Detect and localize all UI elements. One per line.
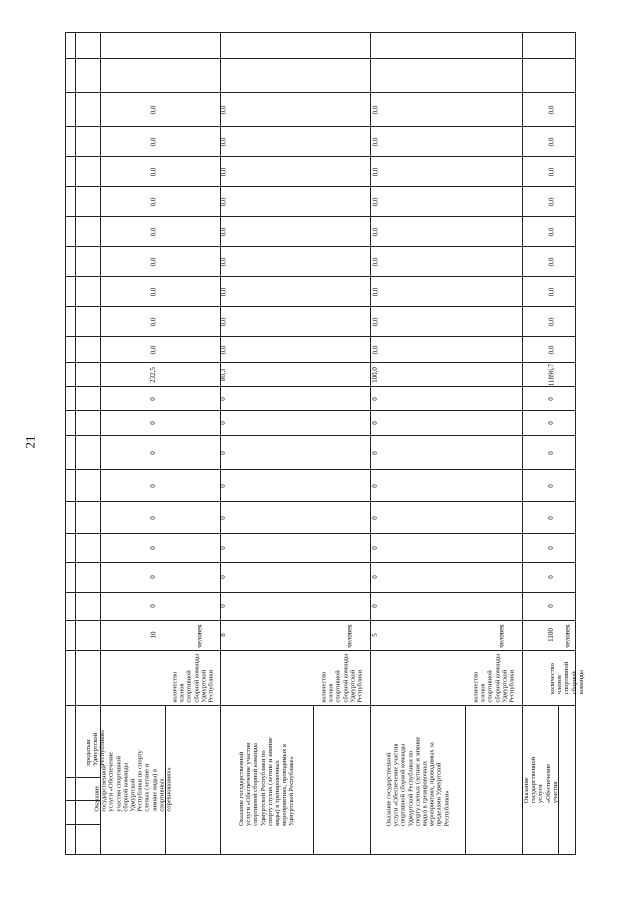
value-text: 0 <box>219 421 227 425</box>
value-text: 0 <box>149 421 157 425</box>
value-text: 0,0 <box>149 345 157 354</box>
unit-text: человек <box>346 624 354 648</box>
value-cell <box>367 157 383 186</box>
value-text: 0 <box>149 515 157 520</box>
continuation-text: предатыи Удмуртской Республики» <box>85 730 107 766</box>
value-cell <box>543 621 559 649</box>
value-cell <box>215 387 231 410</box>
value-text: 0 <box>547 396 555 401</box>
value-cell <box>215 363 231 386</box>
value-cell <box>145 307 161 336</box>
value-cell <box>543 534 559 562</box>
value-text: 0 <box>547 421 555 425</box>
value-cell <box>145 127 161 156</box>
value-text: 0 <box>371 396 379 401</box>
value-cell <box>367 217 383 246</box>
value-cell <box>543 307 559 336</box>
value-text: 0,0 <box>547 105 555 114</box>
value-cell <box>367 127 383 156</box>
value-cell <box>367 307 383 336</box>
grid-line <box>65 620 576 621</box>
value-text: 0,0 <box>371 257 379 266</box>
value-text: 0,0 <box>547 197 555 206</box>
value-cell <box>215 157 231 186</box>
page-number: 21 <box>22 435 38 449</box>
value-text: 0,0 <box>219 105 227 114</box>
value-cell <box>145 337 161 362</box>
value-text: 0,0 <box>219 167 227 176</box>
value-text: 0 <box>547 483 555 488</box>
value-cell <box>145 621 161 649</box>
value-cell <box>145 277 161 306</box>
value-cell <box>543 217 559 246</box>
grid-line <box>522 32 523 855</box>
value-cell <box>215 93 231 126</box>
grid-line <box>65 705 576 706</box>
grid-line <box>65 469 576 470</box>
value-cell <box>367 502 383 533</box>
value-cell <box>145 534 161 562</box>
value-text: 0,0 <box>219 287 227 296</box>
value-cell <box>543 247 559 276</box>
value-text: 0 <box>371 575 379 579</box>
value-text: 0,0 <box>371 167 379 176</box>
value-text: 0 <box>219 450 227 455</box>
value-cell <box>145 93 161 126</box>
value-cell <box>145 157 161 186</box>
value-cell <box>367 337 383 362</box>
indicator-text: количество членов спортивной сборной команды Удмуртской Республики <box>319 654 363 703</box>
value-text: 0 <box>219 515 227 520</box>
grid-line <box>465 705 466 855</box>
grid-line <box>65 362 576 363</box>
unit-cell <box>442 622 522 650</box>
value-text: 80,3 <box>219 368 227 381</box>
indicator-text: количество членов спортивной сборной команды Удмуртской Республики <box>471 654 515 703</box>
description-text: Оказание государственной услуги «Обеспечение участия спортивной сборной команды Удмуртской Республики по спорту слепых (летние и зимние виды) в спортивных соревнованиях» <box>93 750 173 812</box>
value-text: 0 <box>547 604 555 608</box>
value-cell <box>543 337 559 362</box>
value-cell <box>367 621 383 649</box>
value-text: 0 <box>371 421 379 425</box>
value-cell <box>367 592 383 620</box>
grid-line <box>65 58 576 59</box>
indicator-cell <box>165 652 220 704</box>
grid-line <box>65 156 576 157</box>
value-cell <box>367 470 383 501</box>
value-text: 0,0 <box>371 227 379 236</box>
value-cell <box>215 470 231 501</box>
value-cell <box>215 592 231 620</box>
value-cell <box>367 387 383 410</box>
value-text: 0,0 <box>547 227 555 236</box>
value-cell <box>215 337 231 362</box>
value-cell <box>145 187 161 216</box>
grid-line <box>313 705 314 855</box>
grid-line <box>65 501 576 502</box>
value-text: 0,0 <box>547 137 555 146</box>
value-text: 0,0 <box>149 257 157 266</box>
value-cell <box>543 411 559 435</box>
value-cell <box>543 436 559 469</box>
grid-line <box>65 92 576 93</box>
value-text: 0,0 <box>547 167 555 176</box>
value-text: 0,0 <box>371 345 379 354</box>
value-text: 0,0 <box>371 105 379 114</box>
value-text: 0 <box>219 396 227 401</box>
grid-line <box>65 186 576 187</box>
value-cell <box>543 277 559 306</box>
value-text: 0 <box>219 575 227 579</box>
value-text: 0 <box>219 604 227 608</box>
value-text: 0 <box>149 483 157 488</box>
description-cell <box>222 708 312 853</box>
indicator-cell <box>465 652 522 704</box>
value-text: 0,0 <box>219 317 227 326</box>
value-cell <box>215 247 231 276</box>
value-cell <box>215 127 231 156</box>
value-text: 0,0 <box>547 287 555 296</box>
value-cell <box>367 436 383 469</box>
value-text: 0,0 <box>547 257 555 266</box>
value-cell <box>145 411 161 435</box>
grid-line <box>65 410 576 411</box>
grid-line <box>65 562 576 563</box>
value-cell <box>215 502 231 533</box>
value-cell <box>367 534 383 562</box>
value-cell <box>215 563 231 591</box>
grid-line <box>65 435 576 436</box>
unit-cell <box>290 622 370 650</box>
value-cell <box>367 247 383 276</box>
grid-line <box>75 32 76 855</box>
value-cell <box>145 592 161 620</box>
value-cell <box>145 563 161 591</box>
indicator-cell <box>313 652 370 704</box>
value-cell <box>367 363 383 386</box>
grid-line <box>65 216 576 217</box>
value-cell <box>367 411 383 435</box>
value-cell <box>145 247 161 276</box>
value-cell <box>367 93 383 126</box>
value-text: 0 <box>547 450 555 455</box>
value-cell <box>215 534 231 562</box>
value-text: 5 <box>371 633 379 637</box>
grid-line <box>65 650 576 651</box>
value-cell <box>145 217 161 246</box>
value-cell <box>215 277 231 306</box>
value-cell <box>543 93 559 126</box>
value-text: 0 <box>149 575 157 579</box>
value-text: 0,0 <box>371 137 379 146</box>
value-cell <box>145 436 161 469</box>
value-text: 0 <box>547 515 555 520</box>
value-cell <box>145 363 161 386</box>
value-text: 0 <box>149 450 157 455</box>
description-cell <box>524 708 558 853</box>
value-text: 0,0 <box>547 317 555 326</box>
grid-line <box>65 386 576 387</box>
value-text: 0,0 <box>149 167 157 176</box>
grid-line <box>65 533 576 534</box>
value-cell <box>215 621 231 649</box>
description-text: Оказание государственной услуги «Обеспечение участия спортивной сборной команды Удмуртской Республики по спорту глухих (летние и зимние виды) в тренировочных мероприятиях, проводимых в Удмуртской Республике» <box>238 736 296 826</box>
value-text: 0 <box>371 515 379 520</box>
value-text: 0,0 <box>219 137 227 146</box>
value-text: 0,0 <box>149 287 157 296</box>
grid-line <box>65 592 576 593</box>
description-text: Оказание государственной услуги «Обеспечение участия спортивной сборной команды Удмуртской Республики по спорту слепых (летние и зимние виды) в тренировочных мероприятиях, проводимых за пределами Удмуртской Республики» <box>385 736 451 827</box>
value-text: 100,0 <box>371 366 379 383</box>
value-cell <box>543 187 559 216</box>
value-cell <box>145 502 161 533</box>
value-cell <box>215 217 231 246</box>
value-text: 0 <box>547 546 555 550</box>
value-text: 232,5 <box>149 366 157 383</box>
data-table <box>65 32 585 855</box>
value-text: 11896,7 <box>547 363 555 386</box>
grid-line <box>65 276 576 277</box>
value-text: 8 <box>219 633 227 637</box>
value-text: 0 <box>149 546 157 550</box>
grid-line <box>65 336 576 337</box>
value-text: 0,0 <box>149 227 157 236</box>
value-cell <box>215 411 231 435</box>
value-text: 0 <box>371 450 379 455</box>
value-text: 0 <box>149 604 157 608</box>
value-text: 0,0 <box>371 287 379 296</box>
value-text: 1100 <box>547 628 555 642</box>
description-text: Оказание государственной услуги «Обеспечение участия <box>523 757 559 804</box>
value-text: 0,0 <box>219 257 227 266</box>
value-text: 10 <box>149 631 157 639</box>
value-cell <box>215 436 231 469</box>
value-text: 0,0 <box>371 197 379 206</box>
value-text: 0,0 <box>219 227 227 236</box>
value-cell <box>543 502 559 533</box>
grid-line <box>65 824 100 825</box>
description-cell <box>372 708 464 853</box>
value-cell <box>543 387 559 410</box>
value-text: 0 <box>371 604 379 608</box>
value-cell <box>543 127 559 156</box>
unit-text: человек <box>196 624 204 648</box>
value-cell <box>367 187 383 216</box>
value-cell <box>543 470 559 501</box>
value-cell <box>543 363 559 386</box>
value-text: 0,0 <box>149 317 157 326</box>
indicator-text: количество членов спортивной сборной команды <box>548 661 585 695</box>
value-text: 0,0 <box>219 345 227 354</box>
unit-text: человек <box>563 624 572 648</box>
value-cell <box>367 277 383 306</box>
value-text: 0 <box>371 483 379 488</box>
grid-line <box>65 246 576 247</box>
value-cell <box>543 563 559 591</box>
value-text: 0 <box>371 546 379 550</box>
grid-line <box>65 126 576 127</box>
value-text: 0 <box>219 483 227 488</box>
indicator-cell <box>548 652 585 704</box>
value-cell <box>367 563 383 591</box>
value-text: 0,0 <box>149 197 157 206</box>
value-text: 0,0 <box>219 197 227 206</box>
value-cell <box>543 592 559 620</box>
unit-text: человек <box>498 624 506 648</box>
value-text: 0 <box>219 546 227 550</box>
value-text: 0,0 <box>149 105 157 114</box>
value-text: 0,0 <box>371 317 379 326</box>
value-cell <box>215 187 231 216</box>
value-text: 0,0 <box>149 137 157 146</box>
value-text: 0,0 <box>547 345 555 354</box>
value-text: 0 <box>547 575 555 579</box>
grid-line <box>65 306 576 307</box>
value-cell <box>543 157 559 186</box>
value-cell <box>145 470 161 501</box>
value-cell <box>145 387 161 410</box>
indicator-text: количество членов спортивной сборной команды Удмуртской Республики <box>170 654 214 703</box>
value-text: 0 <box>149 396 157 401</box>
value-cell <box>215 307 231 336</box>
